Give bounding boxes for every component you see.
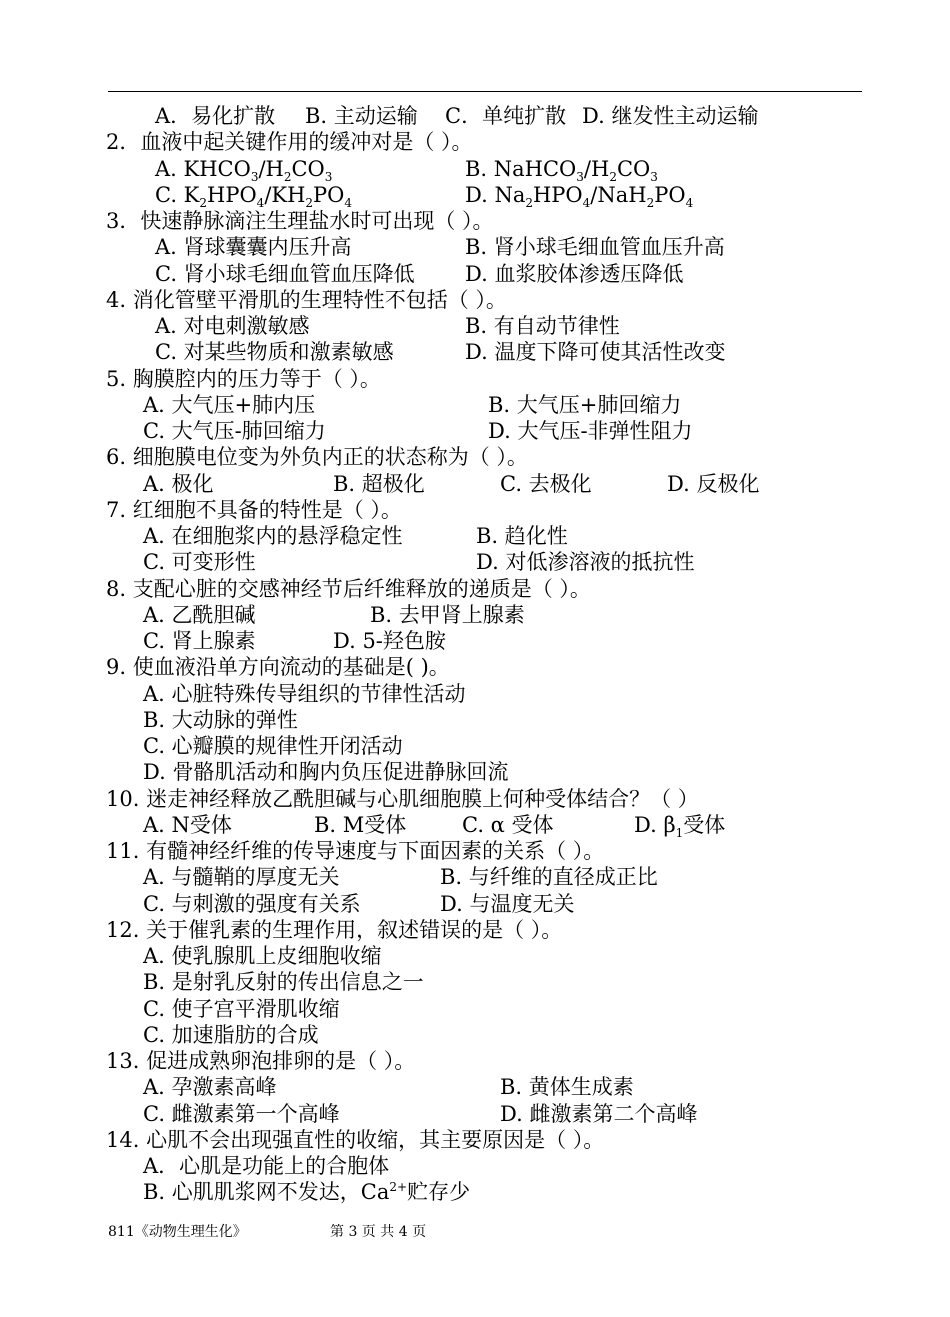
question-12-options-row bbox=[0, 996, 950, 1022]
question-11-stem: 11. 有髓神经纤维的传导速度与下面因素的关系（ ）。 bbox=[106, 839, 605, 863]
question-6-option: A. 极化 bbox=[143, 471, 214, 496]
question-2-options-row bbox=[0, 156, 950, 182]
question-2-option: B. $NaHCO_3/H_2CO_3$ bbox=[465, 156, 658, 184]
question-3-option: C. 肾小球毛细血管血压降低 bbox=[155, 261, 415, 286]
question-6-option: C. 去极化 bbox=[500, 471, 592, 496]
question-13-options-row bbox=[0, 1101, 950, 1127]
question-13-option: C. 雌激素第一个高峰 bbox=[143, 1101, 340, 1126]
question-12-options-row bbox=[0, 969, 950, 995]
question-9-stem: 9. 使血液沿单方向流动的基础是( )。 bbox=[106, 655, 450, 680]
question-11-options-row bbox=[0, 891, 950, 917]
question-14-stem-row bbox=[0, 1127, 950, 1153]
question-4-stem: 4. 消化管壁平滑肌的生理特性不包括（ ）。 bbox=[106, 287, 507, 312]
question-4-option: A. 对电刺激敏感 bbox=[155, 314, 310, 338]
q1-option: A．易化扩散 bbox=[155, 104, 276, 128]
question-3-option: D. 血浆胶体渗透压降低 bbox=[465, 261, 684, 286]
question-6-option: D. 反极化 bbox=[667, 471, 760, 496]
question-14-options-row bbox=[0, 1153, 950, 1179]
question-2-option: A. $KHCO_3/H_2CO_3$ bbox=[155, 156, 333, 184]
question-9-stem-row bbox=[0, 654, 950, 680]
question-7-options-row bbox=[0, 549, 950, 575]
question-12-stem: 12. 关于催乳素的生理作用，叙述错误的是（ ）。 bbox=[106, 917, 563, 942]
question-6-stem-row bbox=[0, 444, 950, 470]
question-8-option: B. 去甲肾上腺素 bbox=[370, 602, 525, 627]
question-4-stem-row bbox=[0, 287, 950, 313]
q1-option: D. 继发性主动运输 bbox=[582, 104, 759, 128]
question-7-stem-row bbox=[0, 497, 950, 523]
question-9-option: A. 心脏特殊传导组织的节律性活动 bbox=[143, 681, 466, 706]
question-4-option: B. 有自动节律性 bbox=[465, 314, 620, 338]
question-9-options-row bbox=[0, 681, 950, 707]
question-11-options-row bbox=[0, 864, 950, 890]
question-2-option: C. $K_2HPO_4/KH_2PO_4$ bbox=[155, 182, 353, 210]
question-7-option: A. 在细胞浆内的悬浮稳定性 bbox=[143, 524, 403, 548]
question-3-stem-row bbox=[0, 208, 950, 234]
question-9-option: D. 骨骼肌活动和胸内负压促进静脉回流 bbox=[143, 760, 509, 785]
q1-options-row bbox=[0, 103, 950, 129]
question-12-options-row bbox=[0, 1022, 950, 1048]
question-9-options-row bbox=[0, 707, 950, 733]
question-8-option: A. 乙酰胆碱 bbox=[143, 602, 256, 627]
question-9-options-row bbox=[0, 759, 950, 785]
question-2-option: D. $Na_2HPO_4/NaH_2PO_4$ bbox=[465, 182, 694, 210]
question-14-option: A．心肌是功能上的合胞体 bbox=[143, 1154, 390, 1178]
question-12-option: C. 加速脂肪的合成 bbox=[143, 1022, 319, 1047]
question-10-option: A. N受体 bbox=[143, 812, 232, 837]
question-12-option: B. 是射乳反射的传出信息之一 bbox=[143, 970, 424, 995]
footer-course: 811《动物生理生化》 bbox=[108, 1224, 247, 1240]
q1-option: B. 主动运输 bbox=[305, 104, 418, 128]
question-11-stem-row bbox=[0, 838, 950, 864]
question-8-stem: 8. 支配心脏的交感神经节后纤维释放的递质是（ ）。 bbox=[106, 576, 591, 601]
question-3-option: A. 肾球囊囊内压升高 bbox=[155, 235, 352, 260]
question-13-option: D. 雌激素第二个高峰 bbox=[500, 1101, 698, 1126]
question-3-stem: 3．快速静脉滴注生理盐水时可出现（ ）。 bbox=[106, 209, 494, 233]
question-8-options-row bbox=[0, 602, 950, 628]
question-10-option: D. $\beta_1$受体 bbox=[634, 812, 726, 840]
question-11-option: B. 与纤维的直径成正比 bbox=[440, 865, 658, 890]
question-2-stem: 2．血液中起关键作用的缓冲对是（ ）。 bbox=[106, 130, 473, 155]
question-10-option: C. α 受体 bbox=[462, 812, 554, 837]
question-4-options-row bbox=[0, 339, 950, 365]
question-13-options-row bbox=[0, 1074, 950, 1100]
question-11-option: A. 与髓鞘的厚度无关 bbox=[143, 865, 340, 890]
question-6-options-row bbox=[0, 471, 950, 497]
question-4-options-row bbox=[0, 313, 950, 339]
question-13-stem: 13. 促进成熟卵泡排卵的是（ ）。 bbox=[106, 1049, 416, 1073]
question-2-stem-row bbox=[0, 129, 950, 155]
question-7-stem: 7. 红细胞不具备的特性是（ ）。 bbox=[106, 497, 402, 522]
question-9-option: C. 心瓣膜的规律性开闭活动 bbox=[143, 734, 403, 758]
question-13-stem-row bbox=[0, 1048, 950, 1074]
question-3-option: B. 肾小球毛细血管血压升高 bbox=[465, 235, 725, 260]
question-14-stem: 14. 心肌不会出现强直性的收缩，其主要原因是（ ）。 bbox=[106, 1127, 605, 1152]
question-10-option: B. M受体 bbox=[314, 812, 407, 837]
question-13-option: B. 黄体生成素 bbox=[500, 1075, 634, 1100]
question-10-options-row bbox=[0, 812, 950, 838]
footer-page-number: 第 3 页 共 4 页 bbox=[330, 1224, 427, 1240]
question-9-options-row bbox=[0, 733, 950, 759]
question-14-option: B. 心肌肌浆网不发达，$Ca^{2+}$贮存少 bbox=[143, 1180, 471, 1205]
question-5-stem-row bbox=[0, 366, 950, 392]
question-5-stem: 5. 胸膜腔内的压力等于（ ）。 bbox=[106, 366, 381, 391]
question-11-option: D. 与温度无关 bbox=[440, 891, 575, 916]
question-13-option: A. 孕激素高峰 bbox=[143, 1075, 277, 1100]
q1-option: C．单纯扩散 bbox=[445, 104, 567, 128]
question-8-options-row bbox=[0, 628, 950, 654]
question-12-stem-row bbox=[0, 917, 950, 943]
question-10-stem: 10. 迷走神经释放乙酰胆碱与心肌细胞膜上何种受体结合？（ ） bbox=[106, 786, 699, 811]
header-rule bbox=[108, 91, 862, 92]
question-5-option: D. 大气压-非弹性阻力 bbox=[488, 419, 693, 443]
question-12-options-row bbox=[0, 943, 950, 969]
question-7-option: D. 对低渗溶液的抵抗性 bbox=[476, 550, 695, 575]
question-11-option: C. 与刺激的强度有关系 bbox=[143, 891, 361, 916]
question-9-option: B. 大动脉的弹性 bbox=[143, 707, 298, 732]
question-6-option: B. 超极化 bbox=[333, 471, 425, 496]
question-12-option: C. 使子宫平滑肌收缩 bbox=[143, 996, 340, 1021]
question-7-option: B. 趋化性 bbox=[476, 524, 568, 548]
question-3-options-row bbox=[0, 261, 950, 287]
question-5-option: B. 大气压+肺回缩力 bbox=[488, 392, 682, 417]
question-5-options-row bbox=[0, 392, 950, 418]
question-10-stem-row bbox=[0, 786, 950, 812]
question-8-option: D. 5-羟色胺 bbox=[333, 629, 446, 653]
question-14-options-row bbox=[0, 1179, 950, 1205]
question-12-option: A. 使乳腺肌上皮细胞收缩 bbox=[143, 944, 382, 968]
question-7-options-row bbox=[0, 523, 950, 549]
question-2-options-row bbox=[0, 182, 950, 208]
question-5-option: C. 大气压-肺回缩力 bbox=[143, 419, 326, 443]
question-7-option: C. 可变形性 bbox=[143, 550, 256, 575]
question-3-options-row bbox=[0, 234, 950, 260]
question-6-stem: 6. 细胞膜电位变为外负内正的状态称为（ ）。 bbox=[106, 445, 528, 470]
question-4-option: D. 温度下降可使其活性改变 bbox=[465, 340, 726, 365]
question-8-stem-row bbox=[0, 576, 950, 602]
question-5-option: A. 大气压+肺内压 bbox=[143, 392, 316, 417]
question-4-option: C. 对某些物质和激素敏感 bbox=[155, 340, 394, 365]
question-5-options-row bbox=[0, 418, 950, 444]
question-8-option: C. 肾上腺素 bbox=[143, 629, 256, 653]
